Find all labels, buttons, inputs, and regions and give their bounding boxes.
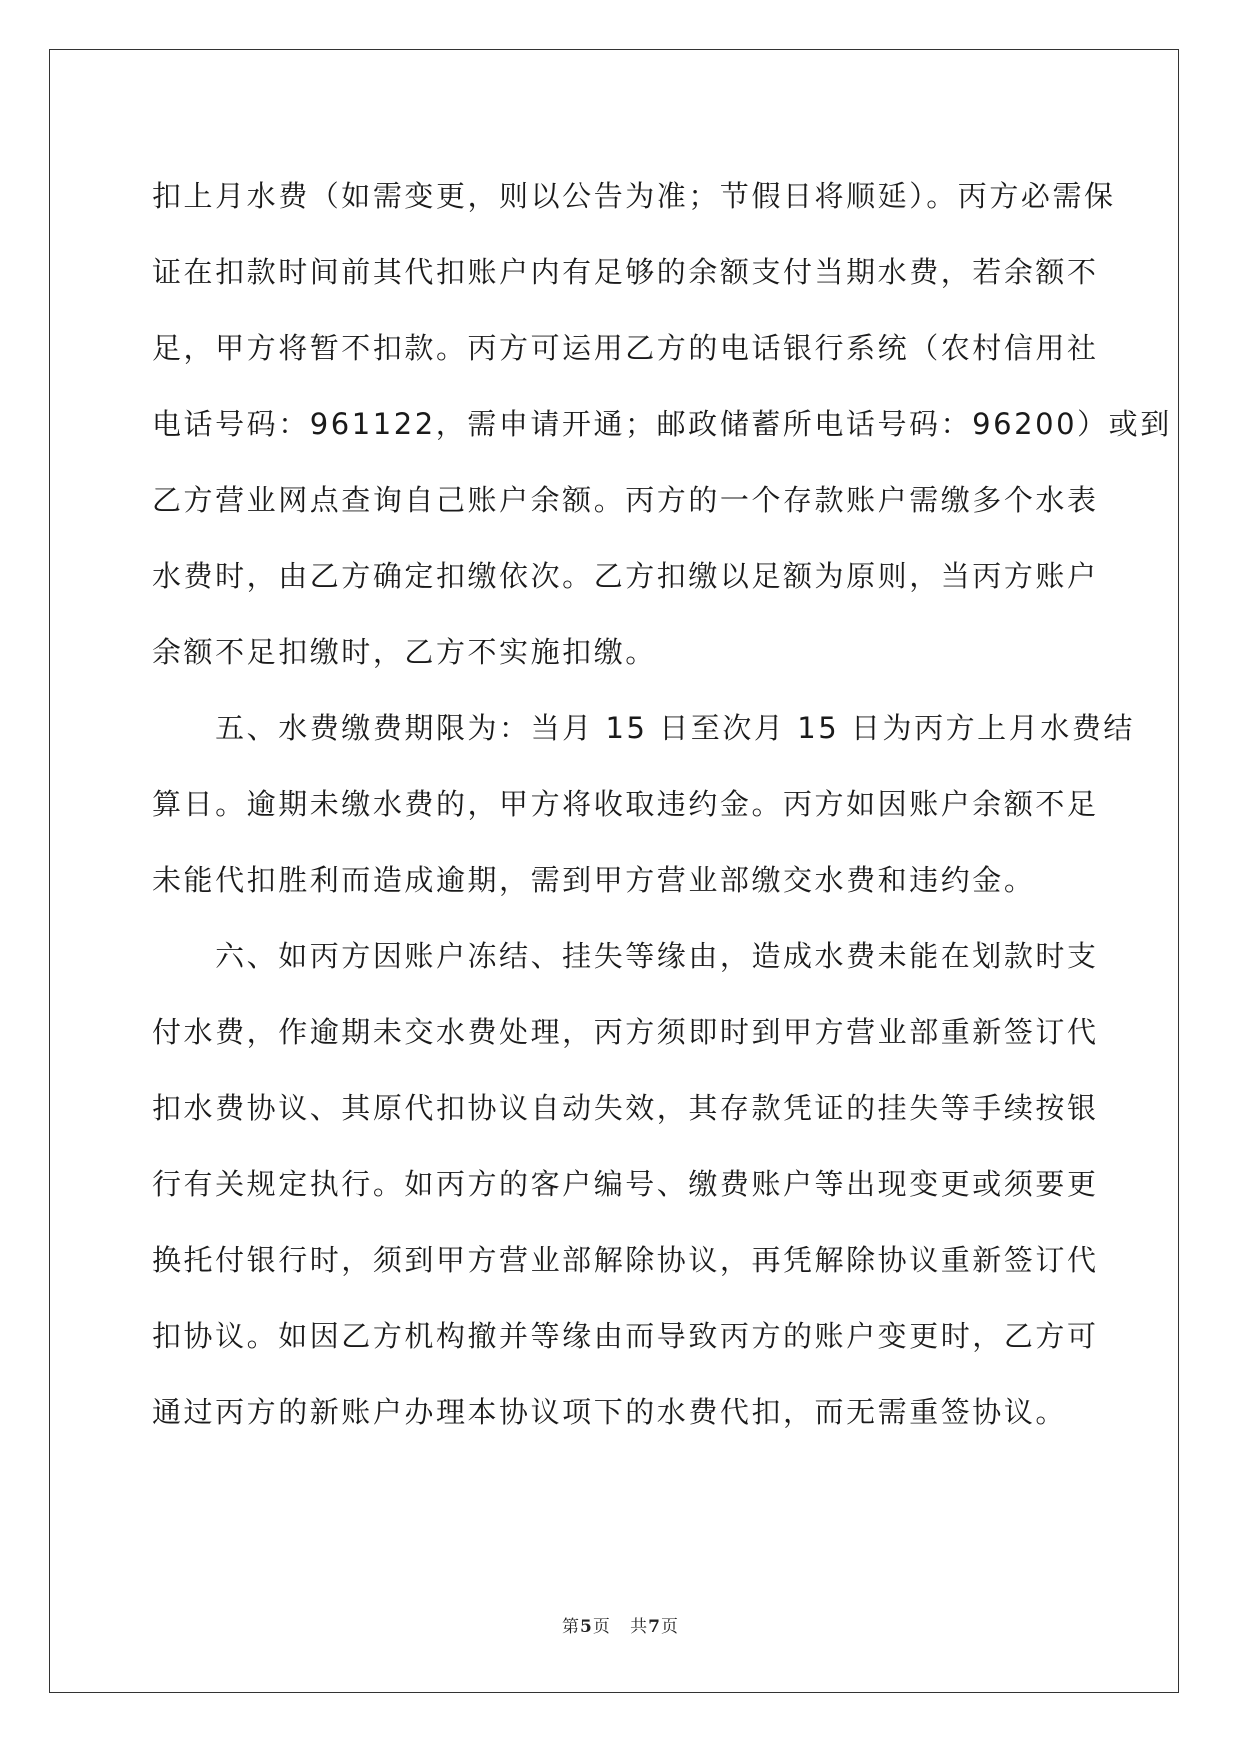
footer-prefix: 第	[562, 1617, 581, 1637]
text-line: 付水费，作逾期未交水费处理，丙方须即时到甲方营业部重新签订代	[152, 1015, 1099, 1049]
text-line: 未能代扣胜利而造成逾期，需到甲方营业部缴交水费和违约金。	[152, 863, 1036, 897]
document-body	[152, 158, 1172, 1488]
footer-page-suffix: 页	[592, 1617, 611, 1637]
text-line: 算日。逾期未缴水费的，甲方将收取违约金。丙方如因账户余额不足	[152, 787, 1099, 821]
text-line: 电话号码：961122，需申请开通；邮政储蓄所电话号码：96200）或到	[152, 407, 1172, 441]
text-line: 水费时，由乙方确定扣缴依次。乙方扣缴以足额为原则，当丙方账户	[152, 559, 1099, 593]
text-line: 扣水费协议、其原代扣协议自动失效，其存款凭证的挂失等手续按银	[152, 1091, 1099, 1125]
footer-total-number: 7	[648, 1617, 661, 1637]
text-line: 扣上月水费（如需变更，则以公告为准；节假日将顺延）。丙方必需保	[152, 179, 1116, 213]
text-line: 五、水费缴费期限为：当月 15 日至次月 15 日为丙方上月水费结	[152, 711, 1135, 745]
text-line: 扣协议。如因乙方机构撤并等缘由而导致丙方的账户变更时，乙方可	[152, 1319, 1099, 1353]
footer-page-number: 5	[580, 1617, 593, 1637]
text-line: 通过丙方的新账户办理本协议项下的水费代扣，而无需重签协议。	[152, 1395, 1067, 1429]
text-line: 换托付银行时，须到甲方营业部解除协议，再凭解除协议重新签订代	[152, 1243, 1099, 1277]
text-line: 足，甲方将暂不扣款。丙方可运用乙方的电话银行系统（农村信用社	[152, 331, 1099, 365]
footer-total-prefix: 共	[630, 1617, 649, 1637]
page-footer	[0, 1612, 1241, 1637]
text-line: 六、如丙方因账户冻结、挂失等缘由，造成水费未能在划款时支	[152, 939, 1099, 973]
text-line: 乙方营业网点查询自己账户余额。丙方的一个存款账户需缴多个水表	[152, 483, 1099, 517]
footer-total-suffix: 页	[660, 1617, 679, 1637]
text-line: 余额不足扣缴时，乙方不实施扣缴。	[152, 635, 657, 669]
text-line: 证在扣款时间前其代扣账户内有足够的余额支付当期水费，若余额不	[152, 255, 1099, 289]
text-line: 行有关规定执行。如丙方的客户编号、缴费账户等出现变更或须要更	[152, 1167, 1099, 1201]
